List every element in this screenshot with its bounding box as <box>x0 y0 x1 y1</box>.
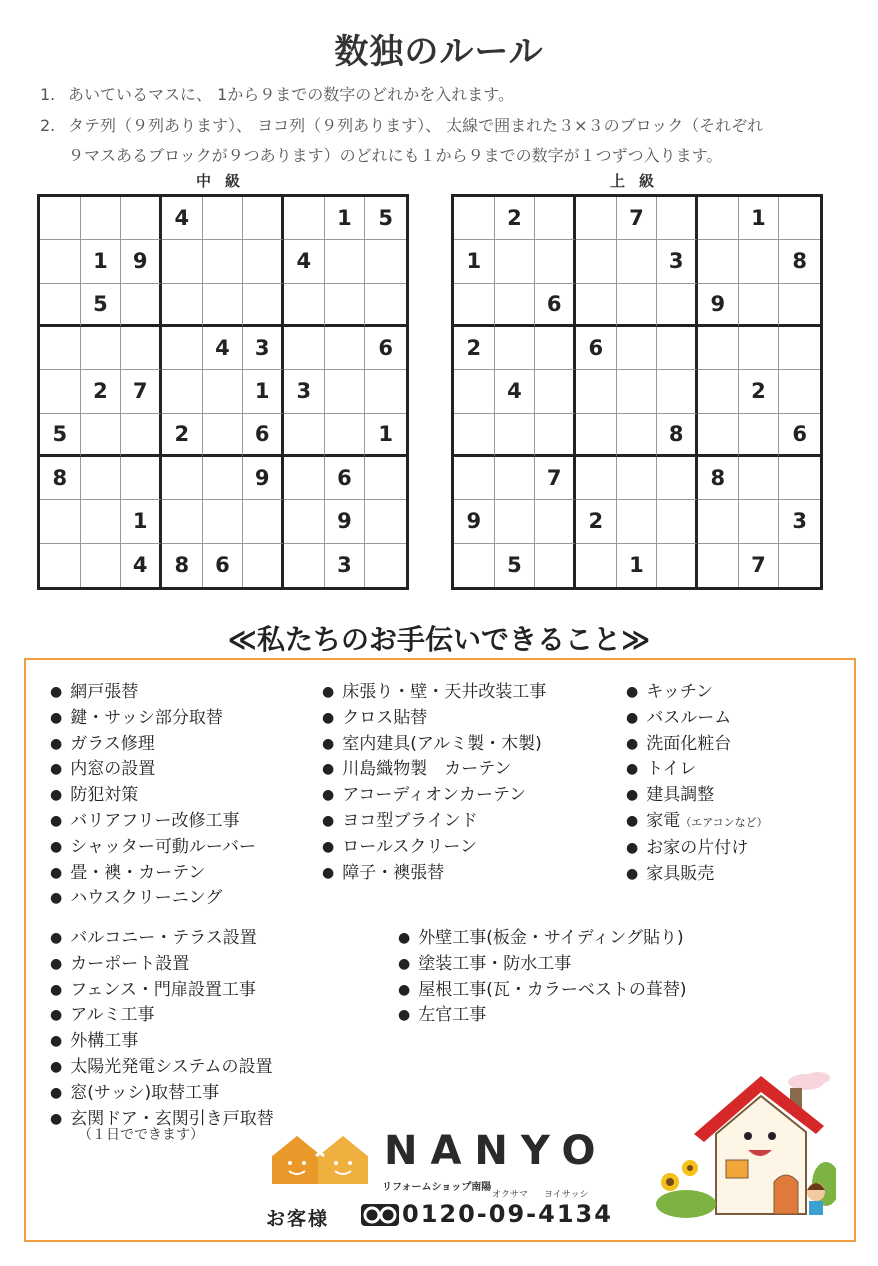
sudoku-cell[interactable] <box>454 197 495 240</box>
service-item <box>398 1003 686 1029</box>
puzzle-level-label: 中級 <box>196 172 255 190</box>
rule-1 <box>40 80 514 110</box>
service-item-label: 内窓の設置 <box>70 759 156 780</box>
sudoku-cell[interactable] <box>495 414 536 457</box>
service-item-label: 外構工事 <box>70 1031 139 1052</box>
sudoku-cell[interactable] <box>243 544 284 587</box>
service-item-label: 窓(サッシ)取替工事 <box>70 1082 220 1103</box>
service-item-label: 建具調整 <box>646 785 715 806</box>
house-logo-icon <box>270 1130 370 1186</box>
sudoku-cell[interactable] <box>535 500 576 543</box>
sudoku-cell[interactable] <box>203 370 244 413</box>
sudoku-cell[interactable]: 7 <box>617 197 658 240</box>
sudoku-cell[interactable]: 9 <box>454 500 495 543</box>
sudoku-cell[interactable]: 2 <box>162 414 203 457</box>
sudoku-cell[interactable]: 6 <box>535 284 576 327</box>
sudoku-cell[interactable] <box>779 327 820 370</box>
service-item <box>626 757 768 783</box>
services-column <box>50 926 274 1132</box>
sudoku-cell[interactable]: 2 <box>739 370 780 413</box>
service-item-label: 家電 <box>646 810 681 831</box>
rule-2 <box>40 111 860 171</box>
sudoku-cell[interactable] <box>495 457 536 500</box>
service-item-label: 床張り・壁・天井改装工事 <box>342 682 547 702</box>
services-column <box>322 680 546 886</box>
service-item <box>50 680 256 706</box>
company-name: NANYO <box>384 1128 609 1174</box>
service-item <box>398 952 686 978</box>
sudoku-cell[interactable] <box>657 544 698 587</box>
sudoku-cell[interactable]: 2 <box>495 197 536 240</box>
service-item <box>322 680 546 706</box>
sudoku-cell[interactable]: 3 <box>779 500 820 543</box>
sudoku-cell[interactable] <box>284 284 325 327</box>
sudoku-cell[interactable] <box>576 457 617 500</box>
service-item-label: ロールスクリーン <box>342 836 478 857</box>
sudoku-cell[interactable] <box>81 327 122 370</box>
sudoku-cell[interactable] <box>284 327 325 370</box>
sudoku-cell[interactable] <box>325 284 366 327</box>
company-subtitle: リフォームショップ南陽 <box>382 1182 492 1193</box>
sudoku-cell[interactable] <box>365 457 406 500</box>
service-item-label: ヨコ型ブラインド <box>342 810 478 831</box>
sudoku-cell[interactable]: 2 <box>454 327 495 370</box>
service-item-label: キッチン <box>646 682 714 702</box>
sudoku-cell[interactable]: 5 <box>81 284 122 327</box>
service-item <box>626 732 768 758</box>
sudoku-cell[interactable] <box>739 240 780 283</box>
sudoku-cell[interactable]: 1 <box>454 240 495 283</box>
rule-number: 2. <box>40 116 56 135</box>
sudoku-cell[interactable]: 1 <box>325 197 366 240</box>
sudoku-cell[interactable]: 4 <box>203 327 244 370</box>
sudoku-cell[interactable] <box>121 284 162 327</box>
sudoku-cell[interactable] <box>325 327 366 370</box>
sudoku-cell[interactable] <box>739 500 780 543</box>
service-item-label: クロス貼替 <box>342 707 428 728</box>
sudoku-cell[interactable] <box>698 414 739 457</box>
service-item-label: バスルーム <box>646 707 732 728</box>
service-item-label: トイレ <box>646 759 697 780</box>
sudoku-cell[interactable] <box>243 284 284 327</box>
rule-text: タテ列（９列あります）、 ヨコ列（９列あります）、 太線で囲まれた３×３のブロック（それぞれ <box>68 116 764 135</box>
sudoku-cell[interactable] <box>203 197 244 240</box>
service-item-label: 鍵・サッシ部分取替 <box>70 707 223 728</box>
service-item <box>50 783 256 809</box>
sudoku-cell[interactable] <box>535 240 576 283</box>
sudoku-cell[interactable] <box>535 370 576 413</box>
sudoku-cell[interactable] <box>495 500 536 543</box>
service-item-label: アルミ工事 <box>70 1005 155 1026</box>
service-item-note: （エアコンなど） <box>680 815 768 829</box>
sudoku-cell[interactable] <box>779 457 820 500</box>
service-item <box>626 862 768 888</box>
sudoku-cell[interactable]: 5 <box>495 544 536 587</box>
sudoku-cell[interactable] <box>162 240 203 283</box>
sudoku-cell[interactable] <box>698 240 739 283</box>
sudoku-cell[interactable] <box>365 284 406 327</box>
sudoku-cell[interactable]: 2 <box>576 500 617 543</box>
sudoku-cell[interactable] <box>495 327 536 370</box>
phone-number[interactable]: 0120-09-4134 <box>402 1200 613 1228</box>
service-item-label: 太陽光発電システムの設置 <box>70 1056 273 1077</box>
sudoku-cell[interactable] <box>284 197 325 240</box>
sudoku-cell[interactable] <box>121 457 162 500</box>
sudoku-cell[interactable] <box>576 544 617 587</box>
sudoku-cell[interactable] <box>162 500 203 543</box>
sudoku-grid-intermediate <box>37 194 409 590</box>
sudoku-cell[interactable] <box>617 457 658 500</box>
sudoku-cell[interactable] <box>203 500 244 543</box>
sudoku-cell[interactable] <box>576 284 617 327</box>
sudoku-cell[interactable]: 3 <box>657 240 698 283</box>
service-item <box>50 861 256 887</box>
sudoku-cell[interactable] <box>535 197 576 240</box>
sudoku-cell[interactable]: 6 <box>576 327 617 370</box>
sudoku-cell[interactable] <box>325 370 366 413</box>
sudoku-cell[interactable] <box>162 327 203 370</box>
rule-number: 1. <box>40 85 56 104</box>
sudoku-cell[interactable] <box>617 327 658 370</box>
sudoku-cell[interactable]: 9 <box>121 240 162 283</box>
service-item <box>322 835 546 861</box>
sudoku-cell[interactable]: 3 <box>325 544 366 587</box>
sudoku-cell[interactable] <box>284 414 325 457</box>
sudoku-cell[interactable] <box>40 500 81 543</box>
service-item <box>626 836 768 862</box>
service-item-label: 防犯対策 <box>70 785 139 806</box>
sudoku-cell[interactable]: 7 <box>121 370 162 413</box>
service-item-label: 左官工事 <box>418 1005 487 1026</box>
sudoku-cell[interactable] <box>40 370 81 413</box>
service-item-label: シャッター可動ルーバー <box>70 836 257 857</box>
sudoku-cell[interactable] <box>576 197 617 240</box>
sudoku-cell[interactable] <box>81 197 122 240</box>
service-item <box>322 757 546 783</box>
sudoku-cell[interactable]: 1 <box>365 414 406 457</box>
sudoku-cell[interactable]: 1 <box>81 240 122 283</box>
sudoku-cell[interactable] <box>576 370 617 413</box>
sudoku-cell[interactable]: 1 <box>243 370 284 413</box>
service-item-label: 玄関ドア・玄関引き戸取替 <box>70 1108 274 1129</box>
sudoku-cell[interactable] <box>657 500 698 543</box>
sudoku-cell[interactable] <box>162 457 203 500</box>
puzzle-level-label: 上級 <box>610 172 669 190</box>
service-item <box>398 926 686 952</box>
sudoku-cell[interactable] <box>535 414 576 457</box>
sudoku-cell[interactable]: 6 <box>365 327 406 370</box>
sudoku-cell[interactable]: 3 <box>243 327 284 370</box>
sudoku-cell[interactable]: 4 <box>495 370 536 413</box>
sudoku-cell[interactable] <box>365 544 406 587</box>
sudoku-cell[interactable]: 8 <box>698 457 739 500</box>
sudoku-cell[interactable] <box>40 240 81 283</box>
sudoku-cell[interactable]: 1 <box>739 197 780 240</box>
sudoku-cell[interactable] <box>617 414 658 457</box>
sudoku-cell[interactable]: 9 <box>698 284 739 327</box>
sudoku-cell[interactable] <box>40 327 81 370</box>
sudoku-cell[interactable] <box>365 240 406 283</box>
sudoku-cell[interactable]: 6 <box>325 457 366 500</box>
sudoku-cell[interactable] <box>284 544 325 587</box>
sudoku-cell[interactable] <box>325 240 366 283</box>
sudoku-cell[interactable]: 8 <box>779 240 820 283</box>
sudoku-cell[interactable] <box>40 544 81 587</box>
customer-label: お客様 <box>266 1208 330 1230</box>
sudoku-cell[interactable] <box>617 240 658 283</box>
sudoku-cell[interactable] <box>284 500 325 543</box>
sudoku-cell[interactable] <box>779 284 820 327</box>
sudoku-cell[interactable] <box>657 457 698 500</box>
sudoku-cell[interactable]: 6 <box>779 414 820 457</box>
service-item <box>626 680 768 706</box>
door-note: （１日でできます） <box>78 1127 204 1143</box>
sudoku-cell[interactable]: 8 <box>162 544 203 587</box>
service-item-label: 室内建具(アルミ製・木製) <box>342 733 542 754</box>
sudoku-cell[interactable] <box>576 240 617 283</box>
sudoku-cell[interactable]: 9 <box>243 457 284 500</box>
sudoku-cell[interactable] <box>657 197 698 240</box>
service-item <box>50 1029 274 1055</box>
sudoku-cell[interactable] <box>657 284 698 327</box>
sudoku-cell[interactable] <box>365 500 406 543</box>
sudoku-cell[interactable] <box>81 414 122 457</box>
sudoku-cell[interactable]: 2 <box>81 370 122 413</box>
service-item <box>626 706 768 732</box>
sudoku-cell[interactable]: 6 <box>243 414 284 457</box>
sudoku-cell[interactable] <box>739 457 780 500</box>
sudoku-cell[interactable]: 1 <box>617 544 658 587</box>
service-item <box>50 1081 274 1107</box>
service-item <box>50 835 256 861</box>
service-item <box>50 952 274 978</box>
sudoku-cell[interactable] <box>617 284 658 327</box>
sudoku-cell[interactable] <box>203 414 244 457</box>
sudoku-cell[interactable]: 4 <box>121 544 162 587</box>
sudoku-cell[interactable] <box>495 240 536 283</box>
sudoku-cell[interactable]: 4 <box>162 197 203 240</box>
sudoku-cell[interactable]: 5 <box>365 197 406 240</box>
service-item-label: 川島織物製 カーテン <box>342 759 512 780</box>
service-item-label: カーポート設置 <box>70 953 190 974</box>
sudoku-cell[interactable]: 7 <box>739 544 780 587</box>
service-item <box>626 783 768 809</box>
sudoku-cell[interactable]: 6 <box>203 544 244 587</box>
sudoku-cell[interactable] <box>203 284 244 327</box>
sudoku-cell[interactable] <box>40 284 81 327</box>
service-item <box>50 926 274 952</box>
service-item-label: 塗装工事・防水工事 <box>418 953 572 974</box>
sudoku-cell[interactable] <box>325 414 366 457</box>
sudoku-cell[interactable] <box>243 500 284 543</box>
sudoku-cell[interactable] <box>535 327 576 370</box>
service-item-label: フェンス・門扉設置工事 <box>70 979 256 1000</box>
service-item <box>322 809 546 835</box>
sudoku-cell[interactable]: 5 <box>40 414 81 457</box>
service-item <box>398 978 686 1004</box>
sudoku-cell[interactable] <box>495 284 536 327</box>
sudoku-cell[interactable] <box>698 197 739 240</box>
rule-text-continued: ９マスあるブロックが９つあります）のどれにも１から９までの数字が１つずつ入ります。 <box>68 146 723 165</box>
sudoku-cell[interactable] <box>698 327 739 370</box>
sudoku-cell[interactable] <box>617 370 658 413</box>
sudoku-cell[interactable] <box>617 500 658 543</box>
sudoku-cell[interactable]: 9 <box>325 500 366 543</box>
sudoku-cell[interactable]: 8 <box>657 414 698 457</box>
sudoku-cell[interactable] <box>779 544 820 587</box>
sudoku-cell[interactable] <box>162 370 203 413</box>
service-item <box>322 732 546 758</box>
sudoku-cell[interactable]: 3 <box>284 370 325 413</box>
sudoku-cell[interactable] <box>81 544 122 587</box>
sudoku-cell[interactable] <box>698 370 739 413</box>
sudoku-cell[interactable] <box>535 544 576 587</box>
service-item <box>50 706 256 732</box>
sudoku-cell[interactable] <box>739 284 780 327</box>
sudoku-cell[interactable] <box>365 370 406 413</box>
service-item-label: ガラス修理 <box>70 733 155 754</box>
sudoku-cell[interactable] <box>203 240 244 283</box>
service-item-label: アコーディオンカーテン <box>342 785 527 806</box>
sudoku-cell[interactable] <box>657 370 698 413</box>
sudoku-cell[interactable] <box>81 500 122 543</box>
sudoku-cell[interactable]: 1 <box>121 500 162 543</box>
sudoku-cell[interactable] <box>739 414 780 457</box>
service-item <box>626 809 768 836</box>
service-item-label: 家具販売 <box>646 863 715 884</box>
mascot-house-illustration <box>656 1064 836 1224</box>
rule-text: あいているマスに、 1から９までの数字のどれかを入れます。 <box>68 85 514 104</box>
services-column <box>398 926 686 1029</box>
service-item-label: ハウスクリーニング <box>70 888 223 909</box>
service-item-label: お家の片付け <box>646 837 749 858</box>
services-column <box>50 680 256 912</box>
service-item-label: バリアフリー改修工事 <box>70 810 240 831</box>
sudoku-cell[interactable] <box>698 544 739 587</box>
service-item-label: 網戸張替 <box>70 682 139 702</box>
service-item <box>322 861 546 887</box>
sudoku-cell[interactable] <box>40 197 81 240</box>
sudoku-cell[interactable] <box>81 457 122 500</box>
sudoku-cell[interactable] <box>121 414 162 457</box>
sudoku-cell[interactable] <box>576 414 617 457</box>
sudoku-cell[interactable] <box>779 370 820 413</box>
service-item <box>50 809 256 835</box>
service-item-label: 屋根工事(瓦・カラーベストの葺替) <box>418 979 687 1000</box>
service-item <box>50 978 274 1004</box>
service-item <box>322 783 546 809</box>
sudoku-cell[interactable]: 8 <box>40 457 81 500</box>
sudoku-cell[interactable] <box>739 327 780 370</box>
sudoku-cell[interactable]: 4 <box>284 240 325 283</box>
sudoku-cell[interactable] <box>162 284 203 327</box>
service-item <box>50 732 256 758</box>
phone-reading: ヨイサッシ <box>544 1190 589 1200</box>
service-item <box>50 886 256 912</box>
sudoku-cell[interactable] <box>454 457 495 500</box>
sudoku-cell[interactable] <box>454 370 495 413</box>
sudoku-cell[interactable] <box>779 197 820 240</box>
service-item <box>50 1055 274 1081</box>
sudoku-cell[interactable] <box>698 500 739 543</box>
service-item-label: 外壁工事(板金・サイディング貼り) <box>418 928 684 948</box>
sudoku-cell[interactable] <box>121 327 162 370</box>
services-heading: ≪私たちのお手伝いできること≫ <box>227 623 651 656</box>
sudoku-cell[interactable] <box>121 197 162 240</box>
sudoku-cell[interactable] <box>284 457 325 500</box>
sudoku-cell[interactable]: 7 <box>535 457 576 500</box>
service-item-label: バルコニー・テラス設置 <box>70 928 257 948</box>
freedial-icon <box>360 1203 400 1227</box>
services-box <box>24 658 856 1242</box>
service-item <box>322 706 546 732</box>
sudoku-cell[interactable] <box>243 240 284 283</box>
sudoku-cell[interactable] <box>243 197 284 240</box>
services-column <box>626 680 768 887</box>
sudoku-cell[interactable] <box>203 457 244 500</box>
phone-reading: オクサマ <box>492 1190 528 1200</box>
service-item-label: 洗面化粧台 <box>646 733 732 754</box>
service-item <box>50 757 256 783</box>
service-item-label: 畳・襖・カーテン <box>70 862 206 883</box>
sudoku-cell[interactable] <box>454 284 495 327</box>
service-item <box>50 1003 274 1029</box>
sudoku-cell[interactable] <box>657 327 698 370</box>
sudoku-cell[interactable] <box>454 544 495 587</box>
sudoku-cell[interactable] <box>454 414 495 457</box>
service-item-label: 障子・襖張替 <box>342 862 445 883</box>
page-title: 数独のルール <box>334 32 544 72</box>
sudoku-grid-advanced <box>451 194 823 590</box>
